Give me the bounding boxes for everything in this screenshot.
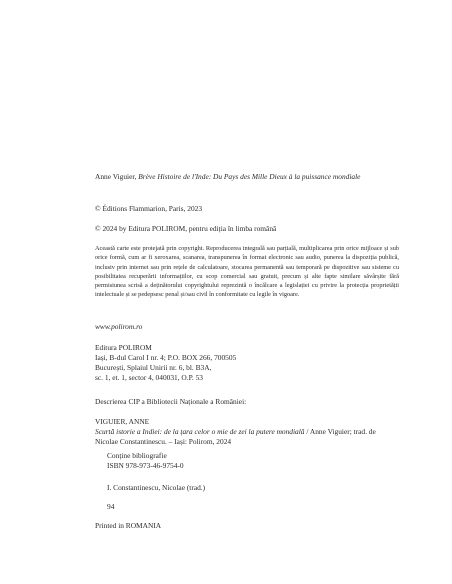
- printed-in: Printed in ROMANIA: [95, 521, 162, 530]
- cip-title: [95, 427, 399, 447]
- publisher-line: Editura POLIROM: [95, 343, 152, 352]
- cip-contains: Conține bibliografie: [107, 451, 167, 460]
- cip-details: [107, 451, 411, 471]
- website-text: www.polirom.ro: [95, 322, 143, 331]
- copyright-romanian: © 2024 by Editura POLIROM, pentru ediția în limba română: [95, 224, 277, 233]
- publisher-line: sc. 1, et. 1, sector 4, 040031, O.P. 53: [95, 373, 203, 382]
- cip-classification: 94: [107, 502, 115, 511]
- cip-translator: I. Constantinescu, Nicolae (trad.): [107, 483, 206, 492]
- copyright-original: © Éditions Flammarion, Paris, 2023: [95, 204, 203, 213]
- author-title-line: [95, 172, 399, 182]
- website: [95, 322, 399, 332]
- author-name: Anne Viguier,: [95, 172, 139, 181]
- cip-isbn: ISBN 978-973-46-9754-0: [107, 461, 184, 470]
- publisher-line: București, Splaiul Unirii nr. 6, bl. B3A,: [95, 363, 212, 372]
- original-title: Brève Histoire de l'Inde: Du Pays des Mille Dieux à la puissance mondiale: [138, 172, 361, 181]
- cip-author: VIGUIER, ANNE: [95, 417, 150, 426]
- cip-title-rest: / Anne Viguier; trad. de Nicolae Constantinescu. – Iași: Polirom, 2024: [95, 427, 376, 446]
- cip-title-italic: Scurtă istorie a Indiei: de la țara celor o mie de zei la putere mondială: [95, 427, 305, 436]
- cip-heading: Descrierea CIP a Bibliotecii Naționale a României:: [95, 397, 247, 406]
- legal-notice: Această carte este protejată prin copyright. Reproducerea integrală sau parțială, multiplicarea prin orice mijloace și sub orice formă, cum ar fi xeroxarea, scanarea, transpunerea în format electronic sau audio, punerea la dispoziția publică, inclusiv prin internet sau prin rețele de calculatoare, stocarea permanentă sau temporară pe dispozitive sau sisteme cu posibilitatea recuperării informațiilor, cu scop comercial sau gratuit, precum și alte fapte similare săvârșite fără permisiunea scrisă a deținătorului copyrightului reprezintă o încălcare a legislației cu privire la protecția proprietății intelectuale și se pedepsesc penal și/sau civil în conformitate cu legile în vigoare.: [95, 245, 399, 299]
- publisher-address: [95, 343, 399, 383]
- publisher-line: Iași, B-dul Carol I nr. 4; P.O. BOX 266, 700505: [95, 353, 237, 362]
